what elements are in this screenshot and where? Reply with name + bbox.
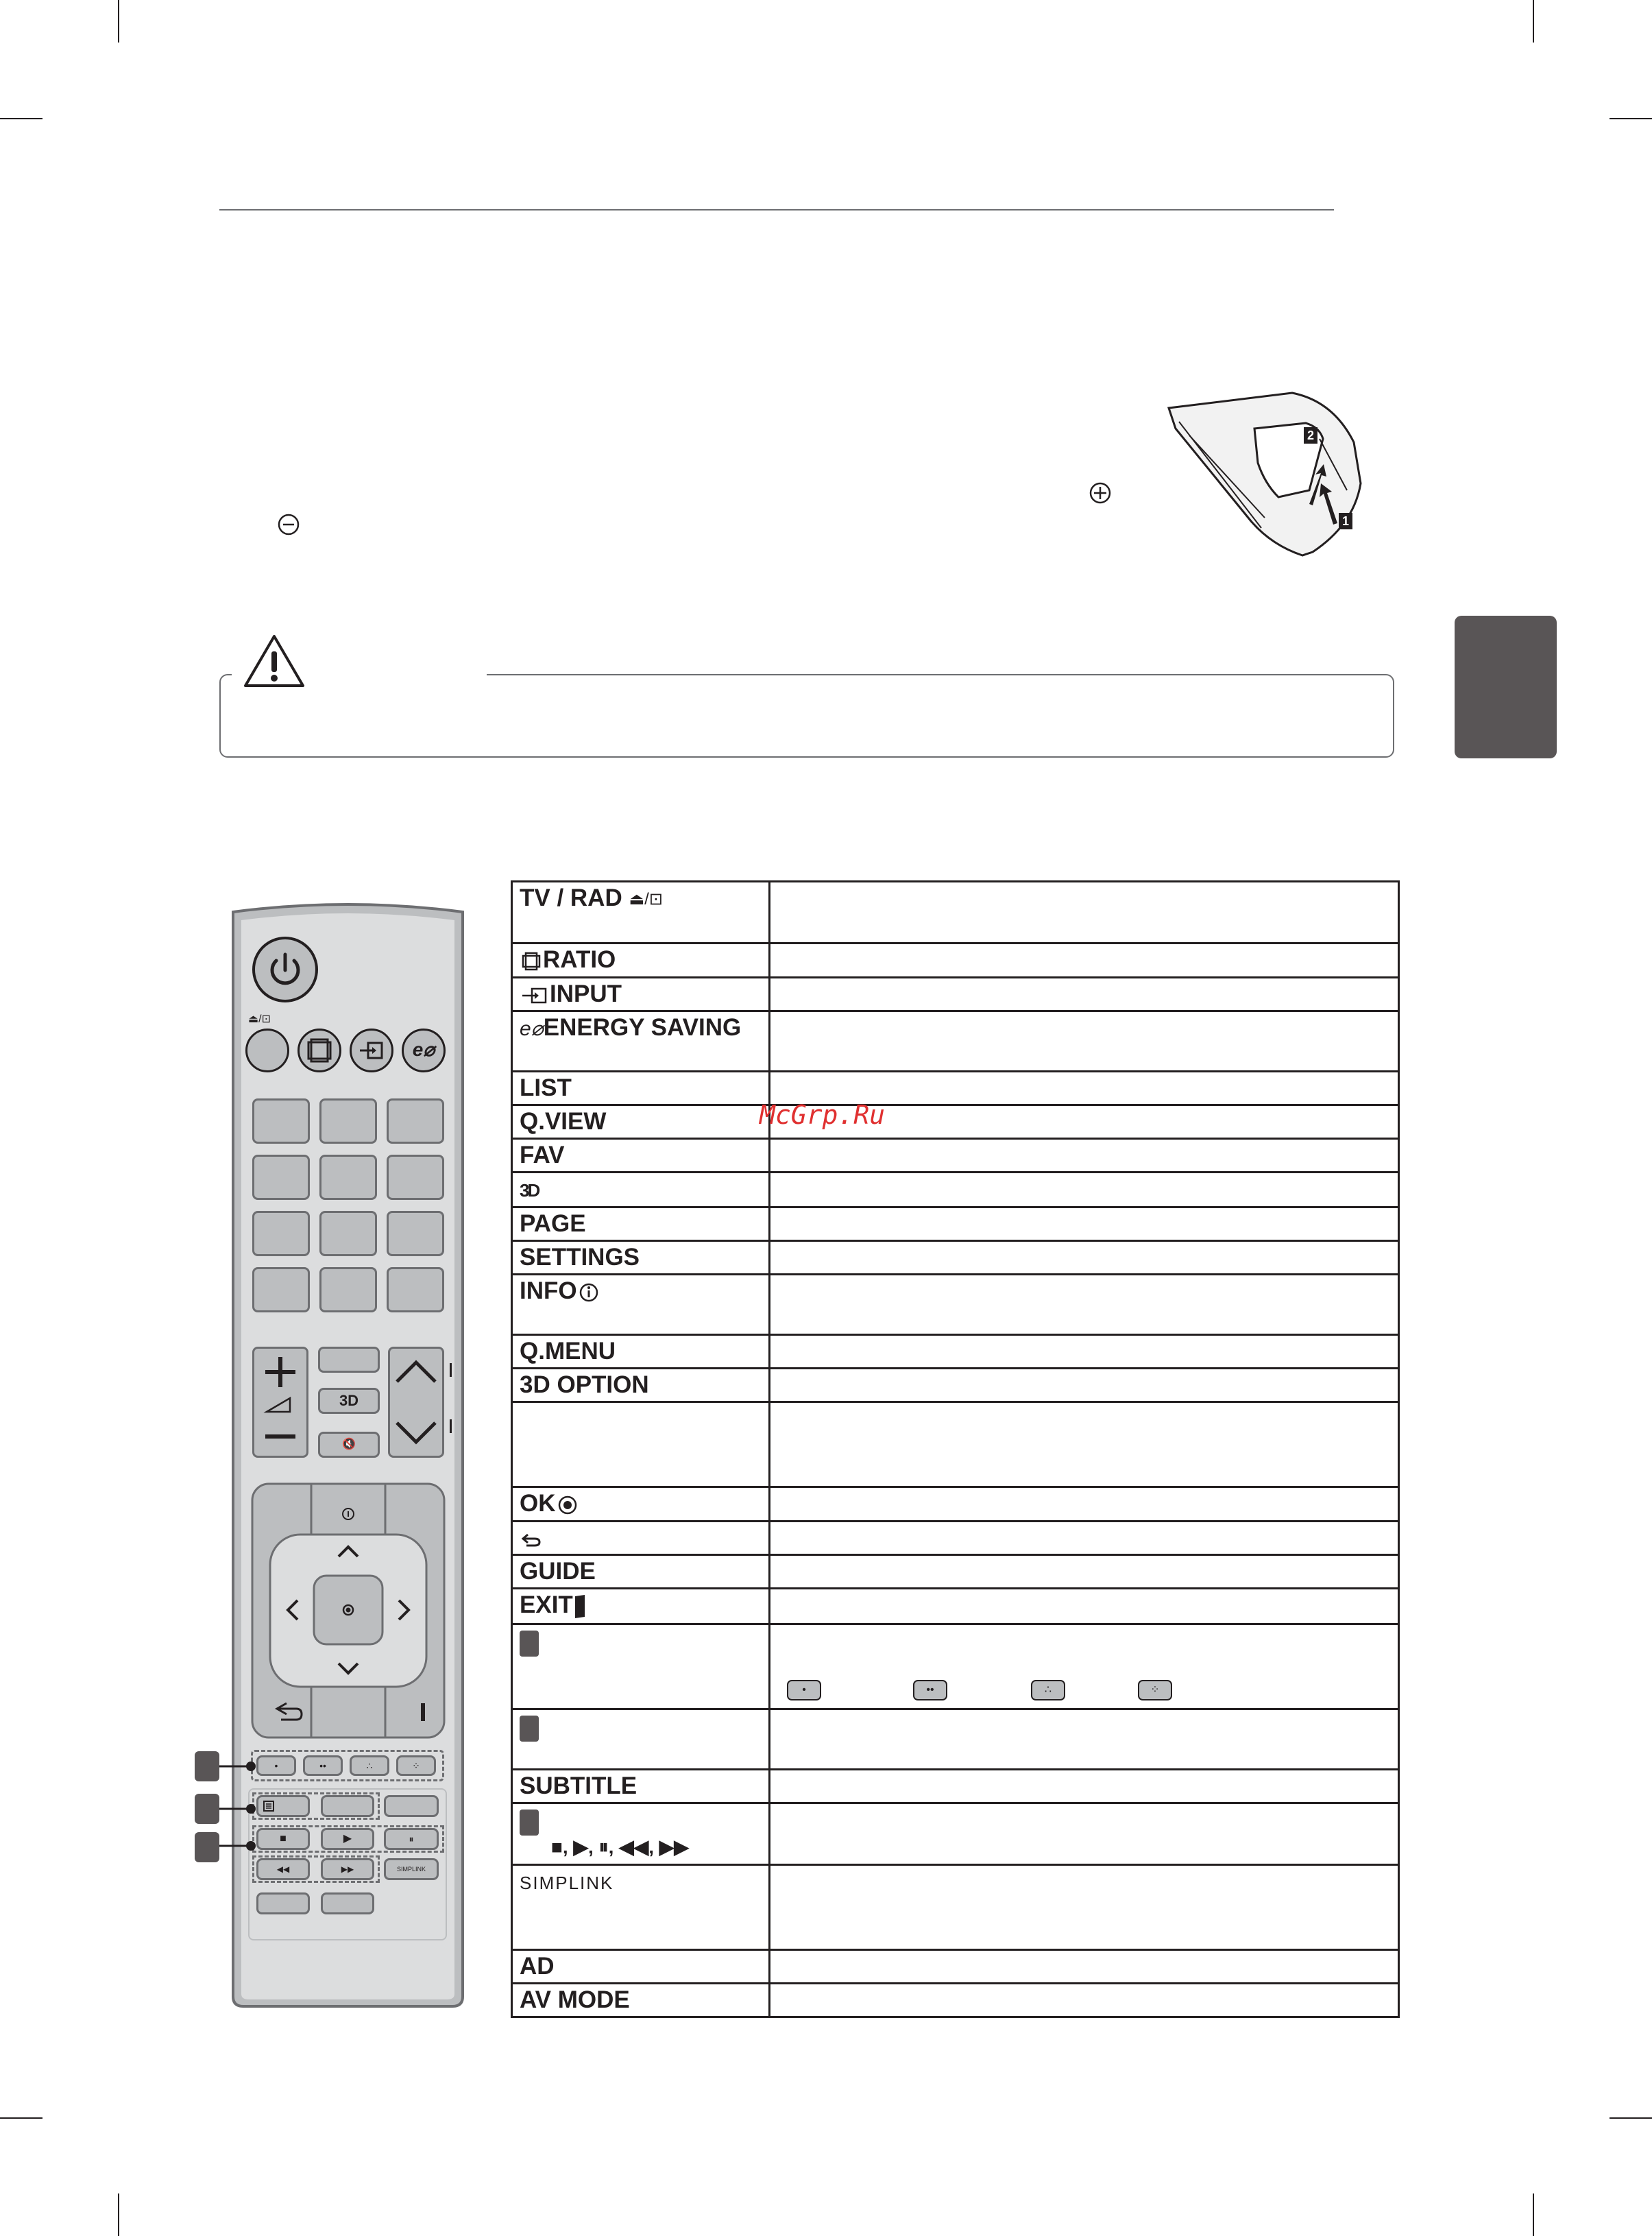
table-row [512, 1011, 1399, 1072]
key-label: EXIT [520, 1591, 573, 1618]
green-key-symbol: •• [319, 1760, 326, 1771]
battery-cover-illustration [1162, 387, 1368, 559]
volume-icons [254, 1349, 306, 1456]
plus-polarity-icon [1089, 481, 1112, 505]
description-cell [770, 1624, 1399, 1709]
key-cell [512, 1950, 770, 1984]
key-cell [512, 1241, 770, 1275]
key-label: FAV [520, 1142, 565, 1168]
yellow-key-symbol: ∴ [366, 1760, 373, 1771]
description-cell [770, 1241, 1399, 1275]
key-cell [512, 1139, 770, 1173]
crop-mark [118, 2193, 119, 2236]
key-cell [512, 1173, 770, 1207]
key-cell [512, 978, 770, 1011]
power-icon [255, 939, 315, 1000]
callout-badge [520, 1810, 539, 1836]
description-cell [770, 1865, 1399, 1950]
number-key[interactable] [319, 1098, 377, 1144]
remote-control-illustration [226, 900, 470, 2009]
channel-icons [390, 1349, 442, 1456]
table-row [512, 1072, 1399, 1105]
callout-leaders [218, 1755, 259, 1851]
fast-forward-icon: ▶▶ [341, 1864, 354, 1874]
table-row [512, 1173, 1399, 1207]
crop-mark [0, 118, 42, 119]
description-cell [770, 1335, 1399, 1369]
description-cell [770, 1275, 1399, 1335]
info-icon [577, 1281, 600, 1304]
key-label: OK [520, 1490, 556, 1517]
key-cell [512, 882, 770, 943]
key-cell [512, 1207, 770, 1241]
key-label: GUIDE [520, 1558, 596, 1585]
ad-key[interactable] [256, 1892, 310, 1914]
simplink-icon: SIMPLINK [396, 1866, 426, 1873]
ok-icon [556, 1493, 579, 1517]
3d-icon: 3D [520, 1180, 539, 1201]
description-cell [770, 1487, 1399, 1522]
caution-box [219, 674, 1394, 758]
key-label: Q.VIEW [520, 1108, 607, 1135]
q-view-key[interactable] [387, 1267, 444, 1312]
simplink-icon: SIMPLINK [520, 1872, 614, 1893]
number-key[interactable] [387, 1211, 444, 1256]
volume-rocker[interactable] [252, 1347, 308, 1458]
description-cell [770, 1207, 1399, 1241]
step-2-label: 2 [1307, 429, 1315, 442]
description-cell [770, 1950, 1399, 1984]
description-cell [770, 882, 1399, 943]
crop-mark [118, 0, 119, 43]
key-label: AD [520, 1953, 555, 1980]
chapter-tab [1455, 616, 1557, 758]
stop-key[interactable] [256, 1828, 310, 1850]
tv-rad-button[interactable] [245, 1029, 289, 1072]
table-row [512, 1950, 1399, 1984]
page-marker [450, 1419, 452, 1433]
description-cell [770, 1770, 1399, 1803]
rewind-icon: ◀◀ [276, 1864, 290, 1874]
table-row [512, 1139, 1399, 1173]
table-row [512, 1402, 1399, 1487]
minus-polarity-icon [277, 513, 300, 536]
description-cell [770, 1402, 1399, 1487]
key-cell [512, 1275, 770, 1335]
number-key[interactable] [252, 1211, 310, 1256]
number-key[interactable] [319, 1267, 377, 1312]
red-key[interactable] [256, 1755, 296, 1776]
number-key[interactable] [252, 1098, 310, 1144]
button-function-table [511, 880, 1400, 2018]
3d-key[interactable] [318, 1388, 380, 1414]
stop-icon: ■ [280, 1833, 287, 1844]
description-cell [770, 1522, 1399, 1555]
blue-key[interactable] [396, 1755, 436, 1776]
header-rule [219, 209, 1334, 211]
list-key[interactable] [252, 1267, 310, 1312]
key-cell [512, 1011, 770, 1072]
energy-saving-icon: e⌀ [520, 1017, 544, 1040]
yellow-key[interactable] [350, 1755, 389, 1776]
play-icon: ▶ [343, 1833, 352, 1844]
table-row [512, 1865, 1399, 1950]
teletext-icon [258, 1797, 308, 1815]
pause-icon: ⏸ [409, 1834, 414, 1844]
callout-badge [520, 1631, 539, 1657]
key-label: SUBTITLE [520, 1772, 637, 1799]
red-key-symbol: • [274, 1760, 278, 1771]
key-label: INPUT [550, 981, 622, 1007]
key-cell [512, 1402, 770, 1487]
description-cell [770, 1984, 1399, 2017]
description-cell [770, 1139, 1399, 1173]
key-cell [512, 1487, 770, 1522]
page-marker [450, 1363, 452, 1377]
table-row [512, 1369, 1399, 1402]
energy-saving-icon: e⌀ [412, 1039, 435, 1060]
key-label: ENERGY SAVING [543, 1014, 742, 1041]
key-cell [512, 1072, 770, 1105]
crop-mark [1533, 2193, 1534, 2236]
number-key[interactable] [387, 1155, 444, 1200]
key-label: LIST [520, 1074, 572, 1101]
ratio-icon [520, 950, 543, 973]
table-row [512, 1522, 1399, 1555]
fast-forward-key[interactable] [321, 1858, 374, 1880]
red-key-pill: • [787, 1680, 821, 1700]
table-row [512, 1335, 1399, 1369]
table-row [512, 1207, 1399, 1241]
number-key[interactable] [319, 1155, 377, 1200]
table-row [512, 978, 1399, 1011]
green-key-pill: •• [913, 1680, 947, 1700]
description-cell [770, 1011, 1399, 1072]
key-cell [512, 943, 770, 978]
key-label: Q.MENU [520, 1338, 616, 1365]
tv-rad-label: ⏏/⊡ [248, 1013, 271, 1025]
3d-icon: 3D [339, 1392, 359, 1409]
key-label: SETTINGS [520, 1244, 640, 1271]
description-cell [770, 1589, 1399, 1624]
step-1-label: 1 [1341, 514, 1350, 528]
key-label: 3D OPTION [520, 1371, 649, 1398]
table-row [512, 1105, 1399, 1139]
exit-icon [573, 1594, 587, 1620]
number-key[interactable] [319, 1211, 377, 1256]
key-cell [512, 1555, 770, 1589]
mute-icon: 🔇 [342, 1439, 356, 1450]
key-cell [512, 1369, 770, 1402]
table-row [512, 1589, 1399, 1624]
table-row [512, 882, 1399, 943]
table-row [512, 1770, 1399, 1803]
yellow-key-pill: ∴ [1031, 1680, 1065, 1700]
energy-saving-button[interactable] [402, 1029, 446, 1072]
pause-key[interactable] [384, 1828, 439, 1850]
play-key[interactable] [321, 1828, 374, 1850]
t-opt-key[interactable] [321, 1795, 374, 1817]
key-cell [512, 1984, 770, 2017]
power-button[interactable] [252, 937, 318, 1002]
description-cell [770, 1803, 1399, 1865]
key-cell [512, 1624, 770, 1709]
key-cell [512, 1770, 770, 1803]
mute-key[interactable] [318, 1432, 380, 1458]
tv-rad-icon: ⏏/⊡ [629, 889, 663, 909]
watermark: McGrp.Ru [760, 1100, 886, 1130]
key-cell [512, 1335, 770, 1369]
input-icon [520, 984, 550, 1007]
text-key[interactable] [256, 1795, 310, 1817]
key-cell [512, 1589, 770, 1624]
av-mode-key[interactable] [321, 1892, 374, 1914]
back-icon [520, 1528, 543, 1551]
channel-rocker[interactable] [388, 1347, 444, 1458]
table-row [512, 1984, 1399, 2017]
fav-key[interactable] [318, 1347, 380, 1373]
key-cell [512, 1522, 770, 1555]
table-row [512, 1241, 1399, 1275]
media-key-list: ■, ▶, ⏸, ◀◀, ▶▶ [551, 1836, 689, 1858]
crop-mark [1610, 2117, 1652, 2119]
table-row [512, 1555, 1399, 1589]
rewind-key[interactable] [256, 1858, 310, 1880]
key-label: TV / RAD [520, 885, 622, 911]
description-cell [770, 1709, 1399, 1770]
key-cell [512, 1709, 770, 1770]
callout-badge [195, 1794, 219, 1824]
warning-triangle-icon [241, 632, 307, 690]
green-key[interactable] [303, 1755, 343, 1776]
description-cell [770, 1173, 1399, 1207]
blue-key-pill: ⁘ [1138, 1680, 1172, 1700]
key-label: PAGE [520, 1210, 586, 1237]
number-key[interactable] [252, 1155, 310, 1200]
key-cell [512, 1865, 770, 1950]
table-row [512, 1624, 1399, 1709]
key-label: INFO [520, 1277, 577, 1304]
description-cell [770, 1369, 1399, 1402]
key-cell [512, 1803, 770, 1865]
callout-badge [195, 1751, 219, 1781]
simplink-key[interactable] [384, 1858, 439, 1880]
crop-mark [1533, 0, 1534, 43]
callout-badge [520, 1716, 539, 1742]
table-row [512, 1487, 1399, 1522]
callout-badge [195, 1832, 219, 1862]
ratio-button[interactable] [297, 1029, 341, 1072]
description-cell [770, 943, 1399, 978]
description-cell [770, 1555, 1399, 1589]
table-row [512, 1803, 1399, 1865]
number-key[interactable] [387, 1098, 444, 1144]
key-label: RATIO [543, 946, 616, 973]
key-label: AV MODE [520, 1986, 630, 2013]
table-row [512, 1275, 1399, 1335]
navigation-cluster [251, 1482, 446, 1739]
blue-key-symbol: ⁘ [412, 1760, 420, 1771]
table-row [512, 1709, 1399, 1770]
description-cell [770, 978, 1399, 1011]
input-button[interactable] [350, 1029, 393, 1072]
crop-mark [1610, 118, 1652, 119]
subtitle-key[interactable] [384, 1795, 439, 1817]
crop-mark [0, 2117, 42, 2119]
input-icon [352, 1031, 391, 1070]
table-row [512, 943, 1399, 978]
key-cell [512, 1105, 770, 1139]
ratio-icon [300, 1031, 339, 1070]
